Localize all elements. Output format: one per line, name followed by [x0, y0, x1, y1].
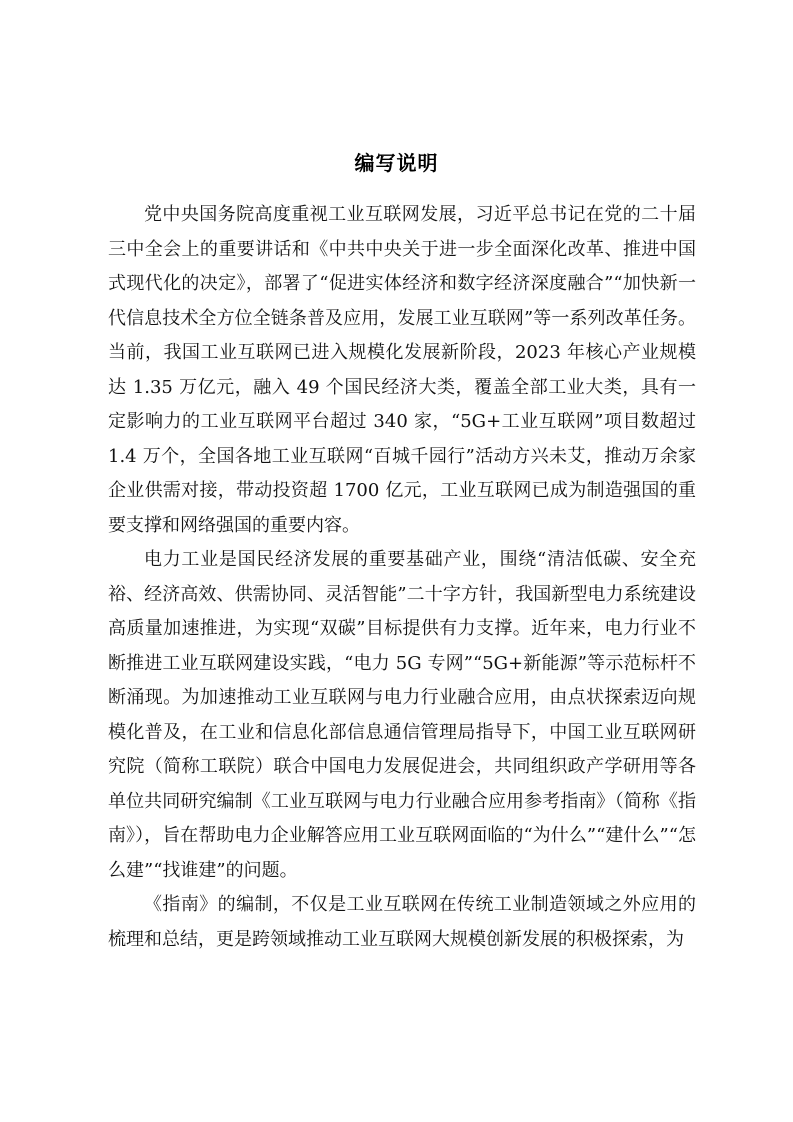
page-title: 编写说明	[354, 151, 439, 175]
paragraph-3: 《指南》的编制，不仅是工业互联网在传统工业制造领域之外应用的梳理和总结，更是跨领域推动工业互联网大规模创新发展的积极探索，为	[108, 894, 696, 950]
paragraph-2: 电力工业是国民经济发展的重要基础产业，围绕“清洁低碳、安全充裕、经济高效、供需协同、灵活智能”二十字方针，我国新型电力系统建设高质量加速推进，为实现“双碳”目标提供有力支撑。近年来，电力行业不断推进工业互联网建设实践，“电力 5G 专网”“5G+新能源”等示范标杆不断涌现。为加速推动工业互联网与电力行业融合应用，由点状探索迈向规模化普及，在工业和信息化部信息通信管理局指导下，中国工业互联网研究院（简称工联院）联合中国电力发展促进会，共同组织政产学研用等各单位共同研究编制《工业互联网与电力行业融合应用参考指南》（简称《指南》），旨在帮助电力企业解答应用工业互联网面临的“为什么”“建什么”“怎么建”“找谁建”的问题。	[108, 549, 696, 881]
document-body	[108, 198, 696, 957]
paragraph-1: 党中央国务院高度重视工业互联网发展，习近平总书记在党的二十届三中全会上的重要讲话和《中共中央关于进一步全面深化改革、推进中国式现代化的决定》，部署了“促进实体经济和数字经济深度融合”“加快新一代信息技术全方位全链条普及应用，发展工业互联网”等一系列改革任务。当前，我国工业互联网已进入规模化发展新阶段，2023 年核心产业规模达 1.35 万亿元，融入 49 个国民经济大类，覆盖全部工业大类，具有一定影响力的工业互联网平台超过 340 家，“5G+工业互联网”项目数超过 1.4 万个，全国各地工业互联网“百城千园行”活动方兴未艾，推动万余家企业供需对接，带动投资超 1700 亿元，工业互联网已成为制造强国的重要支撑和网络强国的重要内容。	[108, 204, 696, 536]
